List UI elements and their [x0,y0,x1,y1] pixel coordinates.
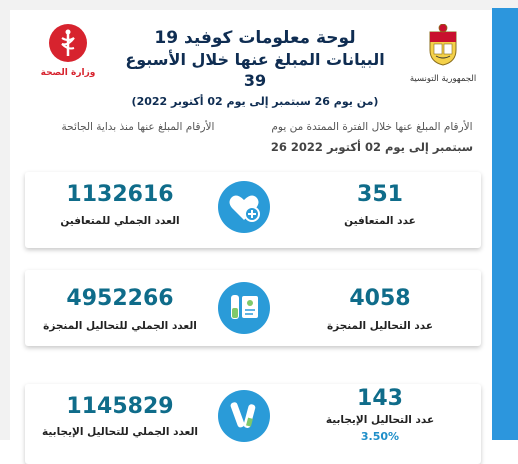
positive-tests-card [25,384,481,464]
week-recoveries-label: عدد المتعافين [344,215,416,227]
week-positive-label: عدد التحاليل الإيجابية [325,414,435,426]
period-column-header [262,117,482,157]
swab-test-icon [218,390,270,442]
date-range: (من يوم 26 سبتمبر إلى يوم 02 أكتوبر 2022) [131,95,379,108]
week-tests-value: 4058 [349,286,411,311]
top-border [0,0,518,10]
week-tests-label: عدد التحاليل المنجزة [326,320,434,332]
caduceus-icon [49,24,87,62]
left-border [0,0,10,440]
tunisia-coat-of-arms-icon [426,24,460,66]
total-tests-value: 4952266 [66,286,174,311]
cumulative-column-header: الأرقام المبلغ عنها منذ بداية الجائحة [61,121,215,133]
total-positive-value: 1145829 [66,394,174,419]
page-subtitle: البيانات المبلغ عنها خلال الأسبوع 39 [125,50,385,90]
week-recoveries-value: 351 [357,182,403,207]
total-recoveries-value: 1132616 [66,182,174,207]
total-recoveries-label: العدد الجملي للمتعافين [60,215,180,227]
dashboard-header [10,14,490,108]
republic-label: الجمهورية التونسية [409,74,477,84]
lab-test-icon [218,282,270,334]
recoveries-card [25,172,481,248]
right-accent-bar [492,8,518,440]
heart-plus-icon [218,181,270,233]
title-block [120,28,390,110]
period-header-line2: 26 سبتمبر إلى يوم 02 أكتوبر 2022 [270,140,474,154]
total-positive-label: العدد الجملي للتحاليل الإيجابية [41,426,199,438]
week-positive-percent: 3.50% [360,430,400,443]
ministry-label: وزارة الصحة [40,68,96,78]
total-tests-label: العدد الجملي للتحاليل المنجزة [43,320,197,332]
ministry-of-health-logo [40,24,96,104]
period-header-line1: الأرقام المبلغ عنها خلال الفترة الممتدة من يوم [271,121,473,133]
week-positive-value: 143 [357,386,403,411]
republic-emblem [408,24,478,104]
page-title: لوحة معلومات كوفيد 19 [154,28,356,48]
tests-card [25,270,481,346]
